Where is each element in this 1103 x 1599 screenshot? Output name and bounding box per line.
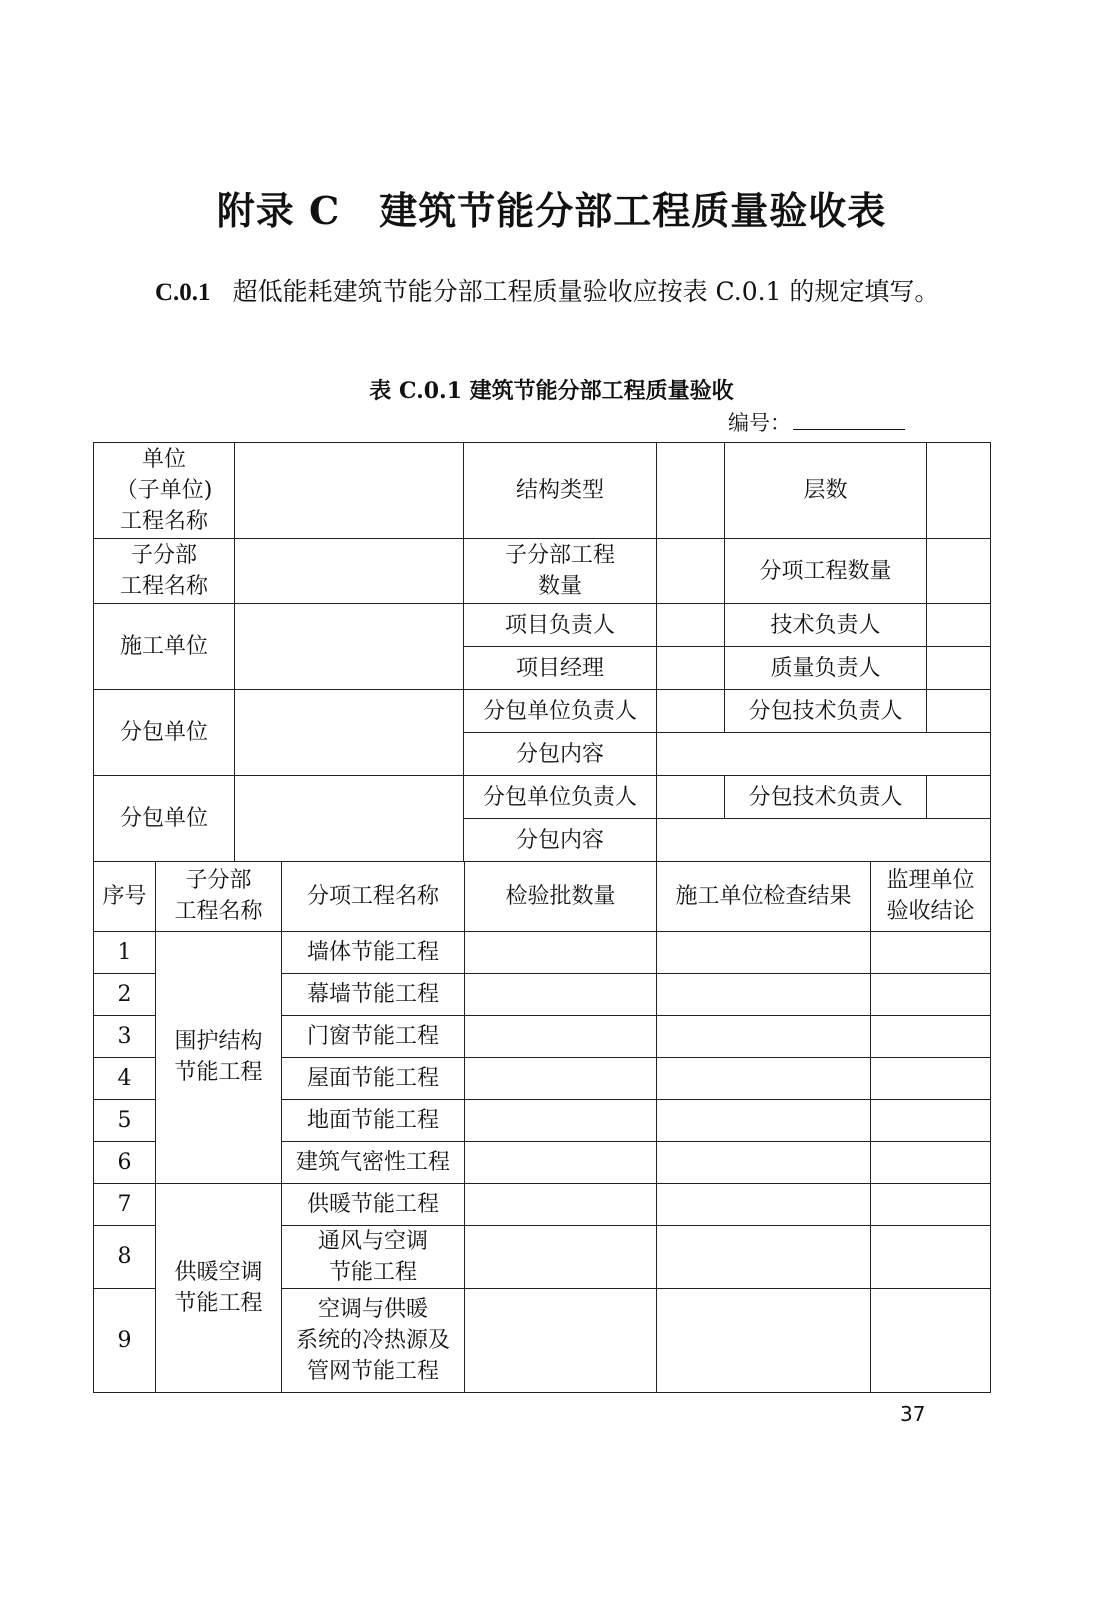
col-header-seq: 序号 <box>94 861 156 931</box>
row-batch-count[interactable] <box>465 1099 657 1141</box>
table-row <box>94 1183 991 1225</box>
row-seq: 5 <box>94 1099 156 1141</box>
row-batch-count[interactable] <box>465 931 657 973</box>
row-seq: 8 <box>94 1225 156 1288</box>
col-header-sub-division: 子分部 工程名称 <box>156 861 282 931</box>
value-project-manager[interactable] <box>657 647 725 690</box>
col-header-check-result: 施工单位检查结果 <box>657 861 871 931</box>
row-supervision[interactable] <box>871 1225 991 1288</box>
value-subcontract-tech-leader[interactable] <box>927 690 991 733</box>
header-row-unit <box>94 443 991 539</box>
row-batch-count[interactable] <box>465 1057 657 1099</box>
table-row <box>94 931 991 973</box>
row-seq: 3 <box>94 1015 156 1057</box>
row-supervision[interactable] <box>871 1015 991 1057</box>
label-project-manager: 项目经理 <box>464 647 657 690</box>
row-batch-count[interactable] <box>465 1015 657 1057</box>
label-technical-leader: 技术负责人 <box>725 604 927 647</box>
row-item-name: 供暖节能工程 <box>282 1183 465 1225</box>
header-row-subcontract-b-1 <box>94 776 991 819</box>
value-subcontract-unit[interactable] <box>235 776 464 862</box>
value-floors[interactable] <box>927 443 991 539</box>
acceptance-table <box>93 442 991 862</box>
label-item-count: 分项工程数量 <box>725 539 927 604</box>
label-subcontract-content: 分包内容 <box>464 819 657 862</box>
row-item-name: 建筑气密性工程 <box>282 1141 465 1183</box>
row-check-result[interactable] <box>657 1141 871 1183</box>
clause-paragraph <box>155 268 945 317</box>
value-subcontract-content[interactable] <box>657 819 991 862</box>
group-envelope: 围护结构 节能工程 <box>156 931 282 1183</box>
row-check-result[interactable] <box>657 1099 871 1141</box>
label-construction-unit: 施工单位 <box>94 604 235 690</box>
row-seq: 6 <box>94 1141 156 1183</box>
row-supervision[interactable] <box>871 1288 991 1392</box>
number-label: 编号： <box>728 411 791 435</box>
row-supervision[interactable] <box>871 1183 991 1225</box>
label-sub-division-name: 子分部 工程名称 <box>94 539 235 604</box>
row-batch-count[interactable] <box>465 1141 657 1183</box>
header-row-subdivision <box>94 539 991 604</box>
row-check-result[interactable] <box>657 973 871 1015</box>
label-subcontract-unit-leader: 分包单位负责人 <box>464 776 657 819</box>
label-quality-leader: 质量负责人 <box>725 647 927 690</box>
row-item-name: 门窗节能工程 <box>282 1015 465 1057</box>
label-subcontract-tech-leader: 分包技术负责人 <box>725 690 927 733</box>
group-hvac: 供暖空调 节能工程 <box>156 1183 282 1392</box>
table-title: 表 C.0.1 建筑节能分部工程质量验收 <box>369 378 734 404</box>
row-item-name: 屋面节能工程 <box>282 1057 465 1099</box>
value-subcontract-unit-leader[interactable] <box>657 776 725 819</box>
page-number: 37 <box>900 1402 926 1426</box>
label-structure-type: 结构类型 <box>464 443 657 539</box>
document-number <box>728 407 905 437</box>
row-batch-count[interactable] <box>465 1183 657 1225</box>
value-item-count[interactable] <box>927 539 991 604</box>
value-subcontract-content[interactable] <box>657 733 991 776</box>
row-batch-count[interactable] <box>465 973 657 1015</box>
acceptance-form <box>93 442 990 1393</box>
label-floors: 层数 <box>725 443 927 539</box>
label-subcontract-tech-leader: 分包技术负责人 <box>725 776 927 819</box>
row-seq: 1 <box>94 931 156 973</box>
label-unit-name: 单位 （子单位) 工程名称 <box>94 443 235 539</box>
row-item-name: 通风与空调 节能工程 <box>282 1225 465 1288</box>
row-item-name: 地面节能工程 <box>282 1099 465 1141</box>
value-unit-name[interactable] <box>235 443 464 539</box>
row-seq: 9 <box>94 1288 156 1392</box>
row-seq: 2 <box>94 973 156 1015</box>
value-sub-division-name[interactable] <box>235 539 464 604</box>
items-table <box>93 861 991 1393</box>
row-batch-count[interactable] <box>465 1225 657 1288</box>
row-item-name: 空调与供暖 系统的冷热源及 管网节能工程 <box>282 1288 465 1392</box>
page-title: 附录 C 建筑节能分部工程质量验收表 <box>216 188 887 233</box>
value-sub-division-count[interactable] <box>657 539 725 604</box>
value-subcontract-unit-leader[interactable] <box>657 690 725 733</box>
row-check-result[interactable] <box>657 1057 871 1099</box>
row-check-result[interactable] <box>657 931 871 973</box>
label-subcontract-unit-leader: 分包单位负责人 <box>464 690 657 733</box>
value-subcontract-unit[interactable] <box>235 690 464 776</box>
label-subcontract-content: 分包内容 <box>464 733 657 776</box>
row-check-result[interactable] <box>657 1225 871 1288</box>
label-project-leader: 项目负责人 <box>464 604 657 647</box>
row-supervision[interactable] <box>871 931 991 973</box>
row-supervision[interactable] <box>871 1141 991 1183</box>
row-batch-count[interactable] <box>465 1288 657 1392</box>
row-item-name: 幕墙节能工程 <box>282 973 465 1015</box>
value-quality-leader[interactable] <box>927 647 991 690</box>
label-sub-division-count: 子分部工程 数量 <box>464 539 657 604</box>
row-supervision[interactable] <box>871 1099 991 1141</box>
col-header-item-name: 分项工程名称 <box>282 861 465 931</box>
value-technical-leader[interactable] <box>927 604 991 647</box>
col-header-batch-count: 检验批数量 <box>465 861 657 931</box>
row-check-result[interactable] <box>657 1183 871 1225</box>
value-subcontract-tech-leader[interactable] <box>927 776 991 819</box>
row-check-result[interactable] <box>657 1288 871 1392</box>
value-project-leader[interactable] <box>657 604 725 647</box>
row-seq: 7 <box>94 1183 156 1225</box>
clause-number: C.0.1 <box>155 279 211 306</box>
row-supervision[interactable] <box>871 1057 991 1099</box>
row-seq: 4 <box>94 1057 156 1099</box>
header-row-construction-1 <box>94 604 991 647</box>
label-subcontract-unit: 分包单位 <box>94 690 235 776</box>
value-structure-type[interactable] <box>657 443 725 539</box>
row-supervision[interactable] <box>871 973 991 1015</box>
row-item-name: 墙体节能工程 <box>282 931 465 973</box>
number-blank-field[interactable] <box>793 411 905 430</box>
header-row-subcontract-a-1 <box>94 690 991 733</box>
row-check-result[interactable] <box>657 1015 871 1057</box>
col-header-supervision: 监理单位 验收结论 <box>871 861 991 931</box>
label-subcontract-unit: 分包单位 <box>94 776 235 862</box>
clause-text: 超低能耗建筑节能分部工程质量验收应按表 C.0.1 的规定填写。 <box>232 277 940 306</box>
items-header-row <box>94 861 991 931</box>
value-construction-unit[interactable] <box>235 604 464 690</box>
